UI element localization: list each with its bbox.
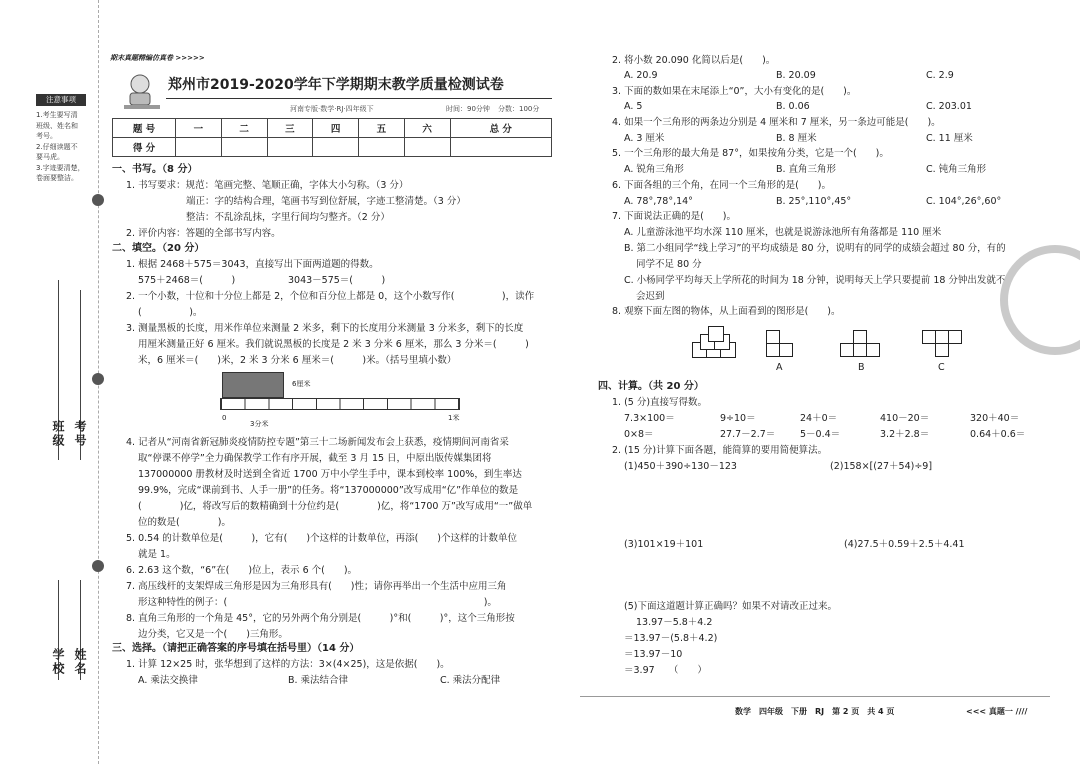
question: 取“停课不停学”全力确保教学工作有序开展，截至 3 月 15 日，中原出版传媒集团将	[138, 453, 492, 464]
page-title: 郑州市2019-2020学年下学期期末教学质量检测试卷	[168, 77, 504, 93]
question: 米，6 厘米＝( )米，2 米 3 分米 6 厘米＝( )米。（括号里填小数）	[138, 355, 457, 366]
score-table	[112, 118, 552, 157]
choice: 同学不足 80 分	[636, 259, 702, 270]
choice: C. 104°,26°,60°	[926, 196, 1002, 207]
choice: A. 3 厘米	[624, 133, 665, 144]
question: 边分类，它又是一个( )三角形。	[138, 629, 288, 640]
question: 2. 将小数 20.090 化简以后是( )。	[612, 55, 776, 66]
expression: ＝13.97－(5.8＋4.2)	[624, 633, 718, 644]
footer-rule	[580, 696, 1050, 697]
oral-calc-item: 320＋40＝	[970, 413, 1020, 424]
binding-hole-3	[92, 560, 104, 572]
expression: 13.97－5.8＋4.2	[636, 617, 713, 628]
question: 2. 评价内容：答题的全部书写内容。	[126, 228, 281, 239]
question: 5. 0.54 的计数单位是( )，它有( )个这样的计数单位，再添( )个这样的计数单位	[126, 533, 517, 544]
question: 4. 如果一个三角形的两条边分别是 4 厘米和 7 厘米，另一条边可能是( )。	[612, 117, 941, 128]
expression: (3)101×19＋101	[624, 539, 704, 550]
expression: ＝3.97 （ ）	[624, 665, 707, 676]
choice: B. 直角三角形	[776, 164, 837, 175]
question: 2. 一个小数，十位和十分位上都是 2，个位和百分位上都是 0，这个小数写作( )，读作	[126, 291, 535, 302]
choice: B. 0.06	[776, 101, 810, 112]
boy-illustration	[120, 72, 164, 112]
choice: B. 8 厘米	[776, 133, 817, 144]
question: 99.9%，完成“课前到书、人手一册”的任务。将“137000000”改写成用“亿”作单位的数是	[138, 485, 519, 496]
footer-tag: <<< 真题一 ////	[966, 707, 1028, 716]
question: (5)下面这道题计算正确吗？如果不对请改正过来。	[624, 601, 837, 612]
score-cell: 六	[404, 119, 450, 138]
choice: B. 25°,110°,45°	[776, 196, 852, 207]
question: 就是 1。	[138, 549, 176, 560]
score-table-header-row	[113, 119, 552, 138]
question: 形这种特性的例子：( )。	[138, 597, 497, 608]
question: 用厘米测量正好 6 厘米。我们就说黑板的长度是 2 米 3 分米 6 厘米，那么 3 分米＝( )	[138, 339, 529, 350]
score-table-score-row	[113, 138, 552, 157]
question: 7. 下面说法正确的是( )。	[612, 211, 736, 222]
oral-calc-item: 7.3×100＝	[624, 413, 675, 424]
oral-calc-item: 24＋0＝	[800, 413, 838, 424]
question: 整洁：不乱涂乱抹，字里行间均匀整齐。（2 分）	[186, 212, 390, 223]
choice: C. 乘法分配律	[440, 675, 501, 686]
edition: 河南专版·数学·RJ·四年级下	[290, 105, 374, 113]
question: 4. 记者从“河南省新冠肺炎疫情防控专题”第三十二场新闻发布会上获悉，疫情期间河南省采	[126, 437, 509, 448]
choice: A. 锐角三角形	[624, 164, 684, 175]
notes-heading: 注意事项	[36, 94, 86, 106]
question: 1. 书写要求：规范：笔画完整、笔顺正确，字体大小匀称。（3 分）	[126, 180, 409, 191]
choice: B. 20.09	[776, 70, 816, 81]
oral-calc-item: 27.7－2.7＝	[720, 429, 776, 440]
choice: B. 第二小组同学“线上学习”的平均成绩是 80 分，说明有的同学的成绩会超过 80 分，有的	[624, 243, 1006, 254]
choice: C. 203.01	[926, 101, 972, 112]
name-label: 姓名	[73, 648, 87, 676]
choice: A. 5	[624, 101, 643, 112]
ruler-0-label: 0	[222, 414, 227, 422]
score-input[interactable]	[313, 138, 359, 157]
score-input[interactable]	[267, 138, 313, 157]
blackboard-rect	[222, 372, 284, 398]
view-b-label: B	[858, 362, 865, 373]
question: 7. 高压线杆的支架焊成三角形是因为三角形具有( )性；请你再举出一个生活中应用三角	[126, 581, 507, 592]
expression: (1)450＋390÷130－123	[624, 461, 737, 472]
question: 575＋2468＝( )	[138, 275, 236, 286]
oral-calc-item: 3.2＋2.8＝	[880, 429, 930, 440]
choice: C. 钝角三角形	[926, 164, 987, 175]
choice: A. 78°,78°,14°	[624, 196, 693, 207]
school-label: 学校	[51, 648, 65, 676]
score-cell: 五	[359, 119, 405, 138]
ruler-1m-label: 1米	[448, 414, 460, 422]
ruler-6cm-label: 6厘米	[292, 380, 311, 388]
choice: C. 2.9	[926, 70, 954, 81]
section-4-heading: 四、计算。（共 20 分）	[598, 381, 704, 392]
binding-hole-2	[92, 373, 104, 385]
question: 2. (15 分)计算下面各题，能简算的要用简便算法。	[612, 445, 828, 456]
question: 3. 下面的数如果在末尾添上“0”，大小有变化的是( )。	[612, 86, 857, 97]
question: 1. 计算 12×25 时，张华想到了这样的方法：3×(4×25)，这是依据( )。	[126, 659, 450, 670]
question: 3043－575＝( )	[288, 275, 386, 286]
score-cell: 总 分	[450, 119, 552, 138]
id-label: 考号	[73, 420, 87, 448]
notes-line: 3.字迹要清楚，	[36, 163, 85, 172]
score-input[interactable]	[450, 138, 552, 157]
oral-calc-item: 0×8＝	[624, 429, 654, 440]
stamp-watermark	[1000, 245, 1080, 355]
section-1-heading: 一、书写。（8 分）	[112, 164, 198, 175]
score-cell: 得 分	[113, 138, 176, 157]
class-label: 班级	[51, 420, 65, 448]
ruler	[220, 398, 460, 410]
oral-calc-item: 410－20＝	[880, 413, 930, 424]
question: 6. 2.63 这个数，“6”在( )位上，表示 6 个( )。	[126, 565, 358, 576]
title-underline	[166, 98, 552, 99]
exam-score: 分数：100分	[498, 105, 540, 113]
score-cell: 题 号	[113, 119, 176, 138]
choice: A. 乘法交换律	[138, 675, 198, 686]
footer-page-info: 数学 四年级 下册 RJ 第 2 页 共 4 页	[735, 707, 895, 716]
question: 位的数是( )。	[138, 517, 231, 528]
score-cell: 二	[221, 119, 267, 138]
question: 1. (5 分)直接写得数。	[612, 397, 708, 408]
notes-line: 班级、姓名和	[36, 121, 78, 130]
section-2-heading: 二、填空。（20 分）	[112, 243, 205, 254]
series-label: 期末真题精编仿真卷 >>>>>	[110, 54, 205, 62]
notes-line: 卷面要整洁。	[36, 174, 78, 182]
ruler-3dm-label: 3分米	[250, 420, 269, 428]
expression: (4)27.5＋0.59＋2.5＋4.41	[844, 539, 965, 550]
view-a-label: A	[776, 362, 783, 373]
score-input[interactable]	[404, 138, 450, 157]
exam-time: 时间：90分钟	[446, 105, 490, 113]
question: 8. 直角三角形的一个角是 45°，它的另外两个角分别是( )°和( )°，这个三角形按	[126, 613, 515, 624]
question: ( )。	[138, 307, 203, 318]
score-cell: 一	[176, 119, 222, 138]
score-input[interactable]	[176, 138, 222, 157]
question: ( )亿，将改写后的数精确到十分位约是( )亿，将“1700 万”改写成用“一”做单	[138, 501, 533, 512]
oral-calc-item: 9÷10＝	[720, 413, 756, 424]
notes-line: 1.考生要写清	[36, 111, 78, 119]
score-cell: 四	[313, 119, 359, 138]
section-3-heading: 三、选择。（请把正确答案的序号填在括号里）（14 分）	[112, 643, 360, 654]
question: 5. 一个三角形的最大角是 87°，如果按角分类，它是一个( )。	[612, 148, 889, 159]
oral-calc-item: 5－0.4＝	[800, 429, 841, 440]
question: 3. 测量黑板的长度，用米作单位来测量 2 米多，剩下的长度用分米测量 3 分米多，剩下的长度	[126, 323, 524, 334]
question: 1. 根据 2468＋575＝3043，直接写出下面两道题的得数。	[126, 259, 379, 270]
choice: C. 小杨同学平均每天上学所花的时间为 18 分钟，说明每天上学只要提前 18 分钟出发就不	[624, 275, 1006, 286]
expression: ＝13.97－10	[624, 649, 683, 660]
score-cell: 三	[267, 119, 313, 138]
score-input[interactable]	[221, 138, 267, 157]
expression: (2)158×[(27＋54)÷9]	[830, 461, 933, 472]
question: 137000000 册教材及时送到全省近 1700 万中小学生手中，课本到校率 100%，到生率达	[138, 469, 522, 480]
notes-line: 2.仔细读题不	[36, 142, 78, 151]
oral-calc-item: 0.64＋0.6＝	[970, 429, 1026, 440]
choice: B. 乘法结合律	[288, 675, 349, 686]
choice: A. 20.9	[624, 70, 658, 81]
question: 6. 下面各组的三个角，在同一个三角形的是( )。	[612, 180, 831, 191]
question: 端正：字的结构合理，笔画书写到位舒展，字迹工整清楚。（3 分）	[186, 196, 466, 207]
notes-line: 要马虎。	[36, 153, 64, 161]
view-c-label: C	[938, 362, 945, 373]
score-input[interactable]	[359, 138, 405, 157]
binding-hole-1	[92, 194, 104, 206]
choice: 会迟到	[636, 291, 665, 302]
choice: C. 11 厘米	[926, 133, 973, 144]
notes-line: 考号。	[36, 132, 57, 140]
choice: A. 儿童游泳池平均水深 110 厘米，也就是说游泳池所有角落都是 110 厘米	[624, 227, 942, 238]
question: 8. 观察下面左图的物体，从上面看到的图形是( )。	[612, 306, 841, 317]
